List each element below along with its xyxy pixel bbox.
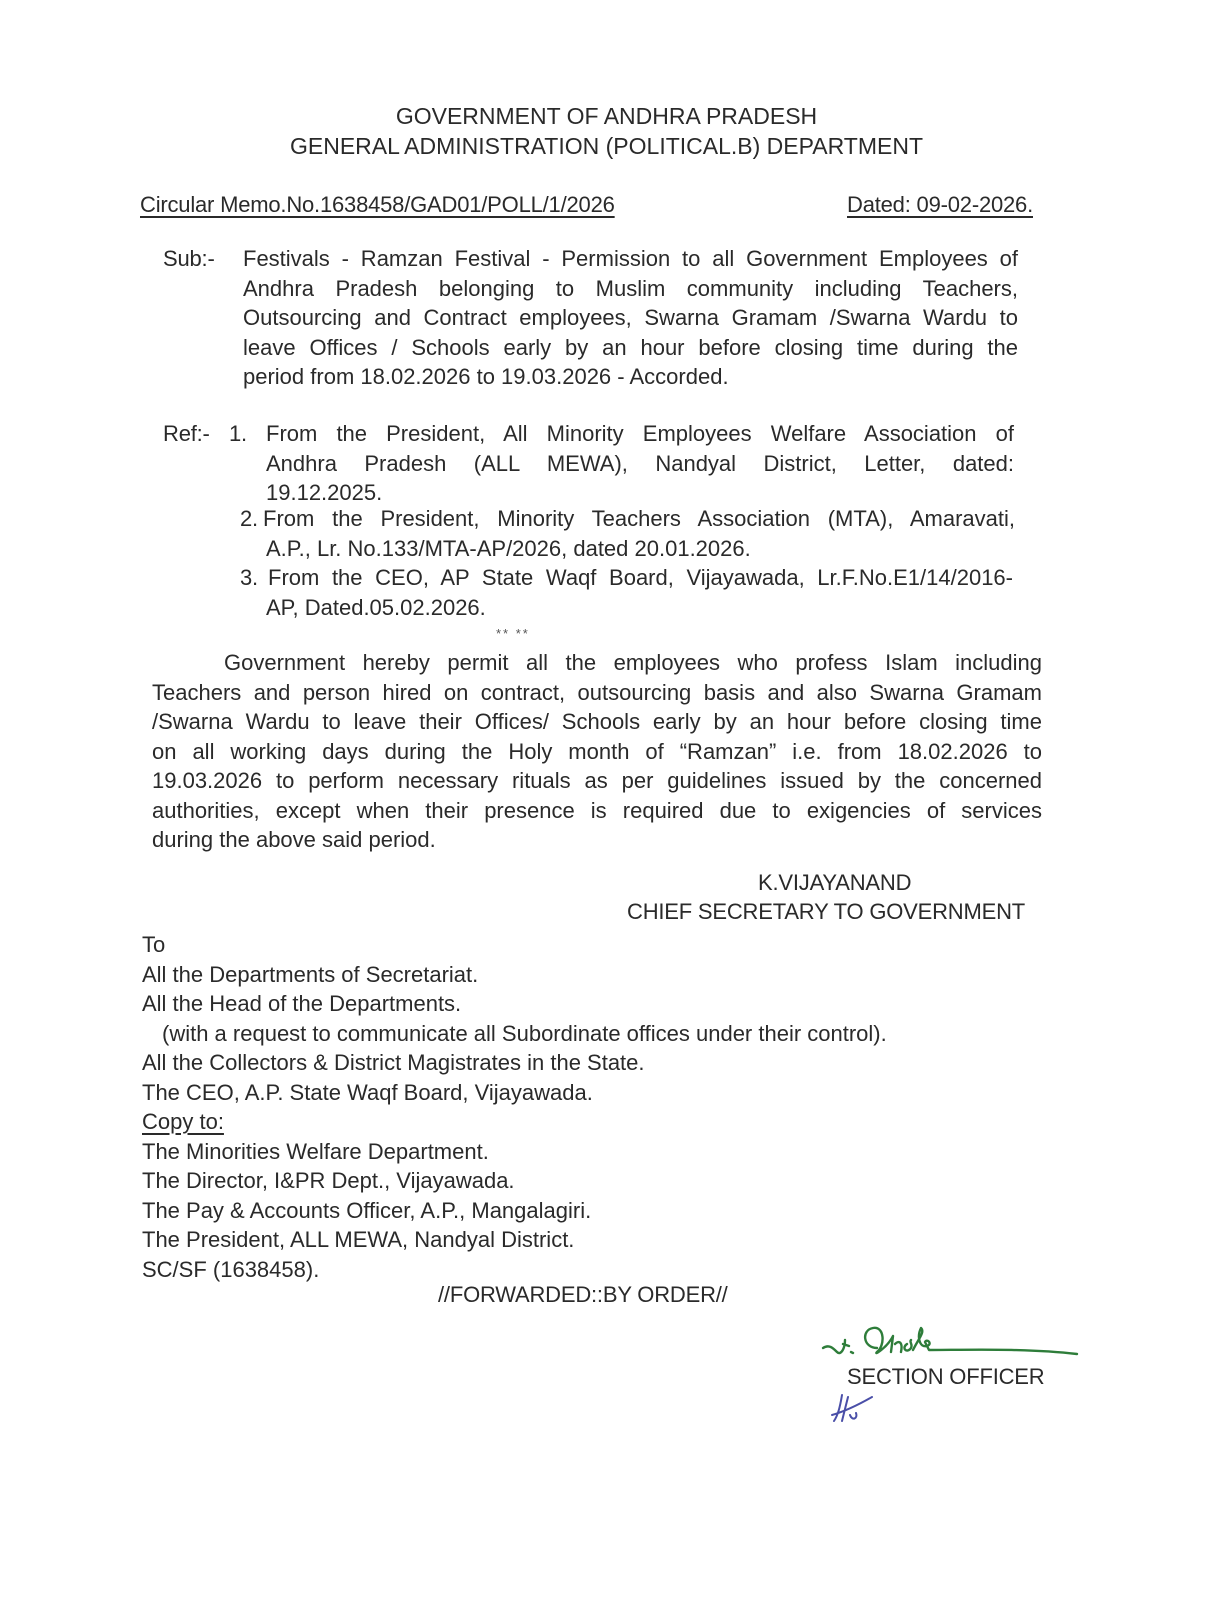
reference-item-2 bbox=[263, 504, 1015, 563]
copy-recipient: The President, ALL MEWA, Nandyal District. bbox=[142, 1227, 575, 1252]
body-line: Teachers and person hired on contract, outsourcing basis and also Swarna Gramam bbox=[152, 679, 1042, 705]
subject-line: Festivals - Ramzan Festival - Permission to all Government Employees of bbox=[243, 246, 1018, 271]
reference-item-1 bbox=[266, 419, 1014, 508]
body-line: Government hereby permit all the employees who profess Islam including bbox=[224, 650, 1042, 675]
subject-line: Outsourcing and Contract employees, Swarna Gramam /Swarna Wardu to bbox=[243, 305, 1018, 330]
reference-item-3 bbox=[268, 563, 1013, 622]
initial-stroke bbox=[832, 1395, 872, 1421]
signature-stroke bbox=[823, 1340, 853, 1353]
government-heading: GOVERNMENT OF ANDHRA PRADESH bbox=[395, 103, 818, 129]
reference-line: AP, Dated.05.02.2026. bbox=[266, 594, 486, 620]
body-paragraph bbox=[152, 648, 1042, 855]
subject-label: Sub:- bbox=[163, 246, 215, 271]
subject-line: leave Offices / Schools early by an hour before closing time during the bbox=[243, 334, 1018, 360]
subject-text bbox=[243, 244, 1018, 392]
section-officer-signature bbox=[815, 1318, 1085, 1368]
reference-line: Andhra Pradesh (ALL MEWA), Nandyal District, Letter, dated: bbox=[266, 450, 1014, 476]
reference-number: 1. bbox=[229, 421, 247, 446]
copy-recipient: SC/SF (1638458). bbox=[142, 1256, 320, 1282]
section-officer-initial bbox=[828, 1385, 888, 1427]
recipient-note: (with a request to communicate all Subordinate offices under their control). bbox=[162, 1020, 887, 1046]
reference-line: From the CEO, AP State Waqf Board, Vijayawada, Lr.F.No.E1/14/2016- bbox=[268, 565, 1013, 590]
memo-date: Dated: 09-02-2026. bbox=[847, 192, 1033, 217]
signatory-name: K.VIJAYANAND bbox=[758, 870, 912, 895]
reference-line: From the President, Minority Teachers Association (MTA), Amaravati, bbox=[263, 506, 1015, 531]
copy-to-label: Copy to: bbox=[142, 1109, 224, 1134]
reference-line: From the President, All Minority Employees Welfare Association of bbox=[266, 421, 1014, 446]
recipient: All the Departments of Secretariat. bbox=[142, 961, 479, 987]
copy-recipient: The Pay & Accounts Officer, A.P., Mangalagiri. bbox=[142, 1197, 592, 1223]
body-line: authorities, except when their presence is required due to exigencies of services bbox=[152, 797, 1042, 823]
recipient: The CEO, A.P. State Waqf Board, Vijayawada. bbox=[142, 1079, 593, 1105]
subject-line: period from 18.02.2026 to 19.03.2026 - Accorded. bbox=[243, 364, 729, 389]
department-heading: GENERAL ADMINISTRATION (POLITICAL.B) DEPARTMENT bbox=[289, 133, 924, 159]
signature-stroke bbox=[865, 1328, 1077, 1354]
reference-line: 19.12.2025. bbox=[266, 480, 383, 505]
body-line: during the above said period. bbox=[152, 827, 436, 852]
body-line: 19.03.2026 to perform necessary rituals as per guidelines issued by the concerned bbox=[152, 768, 1042, 793]
body-line: on all working days during the Holy month of “Ramzan” i.e. from 18.02.2026 to bbox=[152, 738, 1042, 764]
copy-recipient: The Minorities Welfare Department. bbox=[142, 1138, 489, 1164]
body-line: /Swarna Wardu to leave their Offices/ Schools early by an hour before closing time bbox=[152, 709, 1042, 734]
memo-number: Circular Memo.No.1638458/GAD01/POLL/1/2026 bbox=[140, 192, 615, 217]
separator-stars: ** ** bbox=[496, 626, 530, 641]
signatory-title: CHIEF SECRETARY TO GOVERNMENT bbox=[627, 899, 1026, 924]
section-officer-title: SECTION OFFICER bbox=[847, 1364, 1045, 1389]
copy-recipient: The Director, I&PR Dept., Vijayawada. bbox=[142, 1168, 515, 1193]
reference-line: A.P., Lr. No.133/MTA-AP/2026, dated 20.01.2026. bbox=[266, 535, 751, 561]
reference-label: Ref:- bbox=[163, 421, 210, 446]
distribution-list bbox=[142, 930, 1042, 1284]
reference-number: 3. bbox=[240, 565, 258, 590]
forwarded-by-order: //FORWARDED::BY ORDER// bbox=[438, 1282, 728, 1307]
reference-number: 2. bbox=[240, 506, 258, 531]
recipient: All the Head of the Departments. bbox=[142, 991, 462, 1016]
subject-line: Andhra Pradesh belonging to Muslim community including Teachers, bbox=[243, 275, 1018, 301]
recipient: All the Collectors & District Magistrates in the State. bbox=[142, 1050, 645, 1075]
to-label: To bbox=[142, 932, 166, 957]
